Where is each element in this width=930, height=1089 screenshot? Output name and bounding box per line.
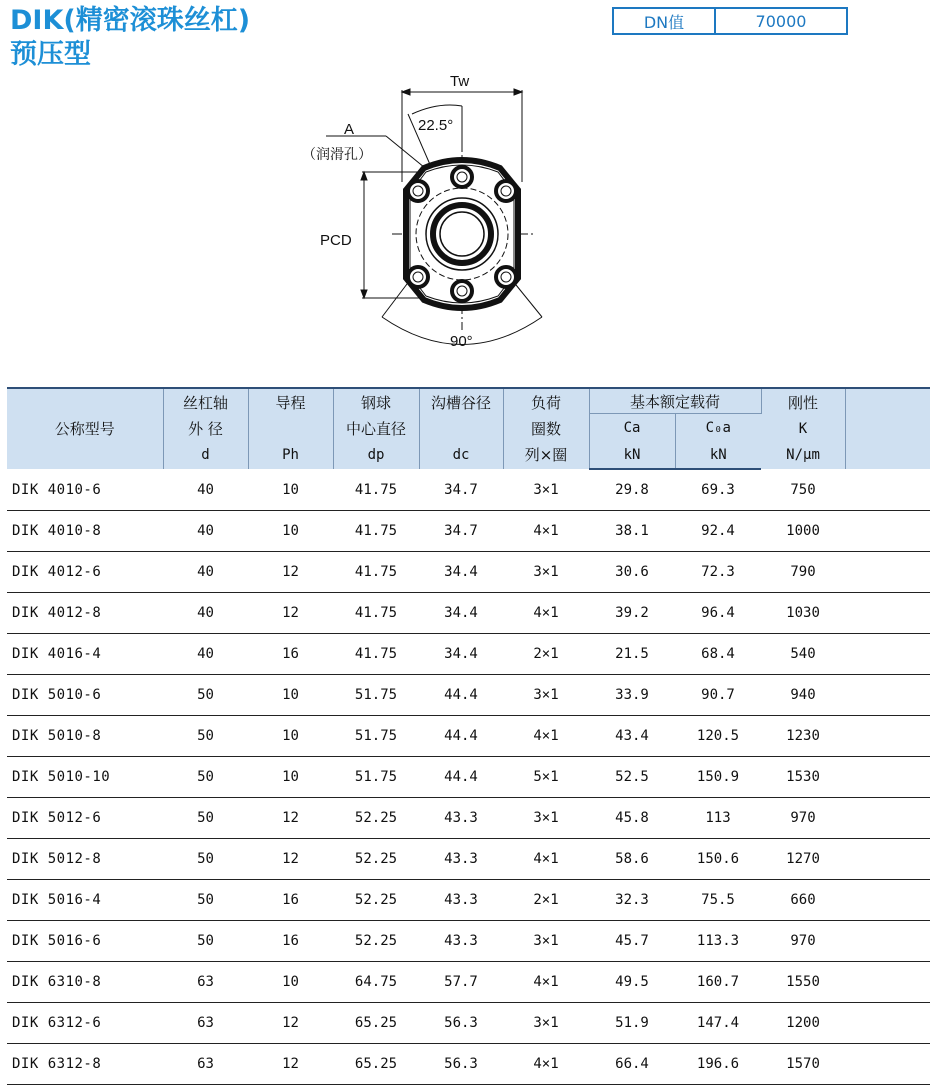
cell-load-turns: 4×1 xyxy=(503,716,589,757)
cell-shaft-diameter: 50 xyxy=(163,716,248,757)
cell-lead: 16 xyxy=(248,880,333,921)
cell-rigidity: 1570 xyxy=(761,1044,845,1085)
cell-shaft-diameter: 63 xyxy=(163,962,248,1003)
cell-ball-center-diameter: 64.75 xyxy=(333,962,419,1003)
cell-rigidity: 940 xyxy=(761,675,845,716)
table-row xyxy=(7,880,930,921)
cell-shaft-diameter: 50 xyxy=(163,880,248,921)
cell-groove-root-diameter: 43.3 xyxy=(419,839,503,880)
table-row xyxy=(7,798,930,839)
cell-shaft-diameter: 50 xyxy=(163,675,248,716)
cell-model: DIK 4010-6 xyxy=(7,469,163,511)
cell-blank xyxy=(845,552,930,593)
cell-ball-center-diameter: 52.25 xyxy=(333,798,419,839)
cell-model: DIK 6310-8 xyxy=(7,962,163,1003)
cell-shaft-diameter: 40 xyxy=(163,511,248,552)
cell-load-turns: 3×1 xyxy=(503,1003,589,1044)
cell-ca: 45.7 xyxy=(589,921,675,962)
cell-ball-center-diameter: 41.75 xyxy=(333,511,419,552)
cell-groove-root-diameter: 34.4 xyxy=(419,552,503,593)
cell-load-turns: 4×1 xyxy=(503,839,589,880)
page-title xyxy=(10,4,250,72)
cell-ca: 21.5 xyxy=(589,634,675,675)
cell-rigidity: 790 xyxy=(761,552,845,593)
cell-load-turns: 5×1 xyxy=(503,757,589,798)
cell-model: DIK 5012-8 xyxy=(7,839,163,880)
cell-c0a: 75.5 xyxy=(675,880,761,921)
table-row xyxy=(7,716,930,757)
a-note-label: （润滑孔） xyxy=(302,146,372,162)
dn-value-box xyxy=(612,7,848,35)
cell-blank xyxy=(845,469,930,511)
cell-blank xyxy=(845,921,930,962)
cell-shaft-diameter: 40 xyxy=(163,593,248,634)
cell-c0a: 92.4 xyxy=(675,511,761,552)
title-line-1: DIK(精密滚珠丝杠) xyxy=(10,5,251,36)
cell-lead: 12 xyxy=(248,1044,333,1085)
cell-rigidity: 1200 xyxy=(761,1003,845,1044)
table-row xyxy=(7,962,930,1003)
cell-ball-center-diameter: 41.75 xyxy=(333,469,419,511)
cell-c0a: 69.3 xyxy=(675,469,761,511)
dn-label: DN值 xyxy=(614,9,716,33)
cell-c0a: 72.3 xyxy=(675,552,761,593)
table-row xyxy=(7,469,930,511)
cell-ball-center-diameter: 51.75 xyxy=(333,675,419,716)
cell-ca: 43.4 xyxy=(589,716,675,757)
header-shaft-diameter: 丝杠轴 外 径 d xyxy=(163,388,248,469)
cell-lead: 12 xyxy=(248,839,333,880)
cell-groove-root-diameter: 56.3 xyxy=(419,1044,503,1085)
cell-load-turns: 3×1 xyxy=(503,921,589,962)
angle-top-label: 22.5° xyxy=(418,117,454,134)
table-row xyxy=(7,1003,930,1044)
cell-blank xyxy=(845,798,930,839)
cell-model: DIK 4016-4 xyxy=(7,634,163,675)
cell-ca: 38.1 xyxy=(589,511,675,552)
cell-load-turns: 3×1 xyxy=(503,675,589,716)
cell-groove-root-diameter: 34.4 xyxy=(419,593,503,634)
cell-groove-root-diameter: 44.4 xyxy=(419,675,503,716)
cell-groove-root-diameter: 56.3 xyxy=(419,1003,503,1044)
header-groove-root-diameter: 沟槽谷径 dc xyxy=(419,388,503,469)
ball-screw-nut-drawing xyxy=(300,62,560,354)
cell-ca: 45.8 xyxy=(589,798,675,839)
table-row xyxy=(7,634,930,675)
cell-groove-root-diameter: 44.4 xyxy=(419,757,503,798)
cell-c0a: 96.4 xyxy=(675,593,761,634)
title-line-2: 预压型 xyxy=(10,39,91,70)
table-body xyxy=(7,469,930,1085)
cell-model: DIK 5010-8 xyxy=(7,716,163,757)
cell-blank xyxy=(845,962,930,1003)
table-row xyxy=(7,1044,930,1085)
cell-c0a: 120.5 xyxy=(675,716,761,757)
spec-table xyxy=(7,387,930,1085)
cell-shaft-diameter: 50 xyxy=(163,757,248,798)
cell-rigidity: 1530 xyxy=(761,757,845,798)
cell-lead: 10 xyxy=(248,716,333,757)
table-header xyxy=(7,388,930,469)
cell-rigidity: 1000 xyxy=(761,511,845,552)
cell-ca: 32.3 xyxy=(589,880,675,921)
cell-shaft-diameter: 40 xyxy=(163,634,248,675)
cell-load-turns: 2×1 xyxy=(503,634,589,675)
cell-groove-root-diameter: 34.4 xyxy=(419,634,503,675)
angle-bottom-label: 90° xyxy=(450,333,473,350)
cell-model: DIK 6312-8 xyxy=(7,1044,163,1085)
cell-c0a: 147.4 xyxy=(675,1003,761,1044)
cell-ball-center-diameter: 51.75 xyxy=(333,716,419,757)
cell-blank xyxy=(845,511,930,552)
table-row xyxy=(7,552,930,593)
header-ball-center-diameter: 钢球 中心直径 dp xyxy=(333,388,419,469)
cell-lead: 12 xyxy=(248,798,333,839)
cell-blank xyxy=(845,839,930,880)
cell-ball-center-diameter: 41.75 xyxy=(333,634,419,675)
cell-rigidity: 970 xyxy=(761,798,845,839)
cell-load-turns: 2×1 xyxy=(503,880,589,921)
table-row xyxy=(7,921,930,962)
cell-groove-root-diameter: 34.7 xyxy=(419,511,503,552)
table-row xyxy=(7,593,930,634)
cell-rigidity: 660 xyxy=(761,880,845,921)
cell-ca: 30.6 xyxy=(589,552,675,593)
cell-ball-center-diameter: 41.75 xyxy=(333,552,419,593)
table-row xyxy=(7,839,930,880)
cell-load-turns: 3×1 xyxy=(503,469,589,511)
cell-ball-center-diameter: 51.75 xyxy=(333,757,419,798)
header-load-turns: 负荷 圈数 列×圈 xyxy=(503,388,589,469)
cell-model: DIK 4012-8 xyxy=(7,593,163,634)
cell-rigidity: 750 xyxy=(761,469,845,511)
table-row xyxy=(7,757,930,798)
cell-groove-root-diameter: 57.7 xyxy=(419,962,503,1003)
cell-blank xyxy=(845,1003,930,1044)
cell-model: DIK 5012-6 xyxy=(7,798,163,839)
cell-blank xyxy=(845,716,930,757)
cell-c0a: 150.6 xyxy=(675,839,761,880)
cell-ca: 29.8 xyxy=(589,469,675,511)
cell-groove-root-diameter: 34.7 xyxy=(419,469,503,511)
cell-load-turns: 4×1 xyxy=(503,593,589,634)
cell-load-turns: 4×1 xyxy=(503,962,589,1003)
cell-ca: 66.4 xyxy=(589,1044,675,1085)
header-model: 公称型号 xyxy=(7,388,163,469)
header-rigidity: 刚性 K N/μm xyxy=(761,388,845,469)
cell-shaft-diameter: 50 xyxy=(163,921,248,962)
cell-model: DIK 5016-4 xyxy=(7,880,163,921)
cell-ball-center-diameter: 52.25 xyxy=(333,839,419,880)
cell-shaft-diameter: 63 xyxy=(163,1003,248,1044)
cell-lead: 10 xyxy=(248,511,333,552)
cell-blank xyxy=(845,880,930,921)
cell-rigidity: 1550 xyxy=(761,962,845,1003)
cell-model: DIK 6312-6 xyxy=(7,1003,163,1044)
cell-lead: 16 xyxy=(248,634,333,675)
cell-ca: 51.9 xyxy=(589,1003,675,1044)
cell-lead: 12 xyxy=(248,1003,333,1044)
header-lead: 导程 Ph xyxy=(248,388,333,469)
header-ca: Ca kN xyxy=(589,414,675,470)
cell-ca: 39.2 xyxy=(589,593,675,634)
cell-ca: 52.5 xyxy=(589,757,675,798)
header-c0a: C₀a kN xyxy=(675,414,761,470)
cell-load-turns: 4×1 xyxy=(503,511,589,552)
cell-lead: 12 xyxy=(248,593,333,634)
cell-lead: 16 xyxy=(248,921,333,962)
cell-rigidity: 1230 xyxy=(761,716,845,757)
cell-rigidity: 1030 xyxy=(761,593,845,634)
cell-lead: 10 xyxy=(248,469,333,511)
cell-model: DIK 5010-10 xyxy=(7,757,163,798)
pcd-label: PCD xyxy=(320,232,352,249)
cell-c0a: 196.6 xyxy=(675,1044,761,1085)
cell-c0a: 160.7 xyxy=(675,962,761,1003)
cell-shaft-diameter: 40 xyxy=(163,469,248,511)
cell-lead: 10 xyxy=(248,675,333,716)
cell-shaft-diameter: 63 xyxy=(163,1044,248,1085)
header-basic-rated-load: 基本额定载荷 xyxy=(589,388,761,414)
cell-ball-center-diameter: 52.25 xyxy=(333,921,419,962)
dn-value: 70000 xyxy=(755,11,807,31)
cell-shaft-diameter: 50 xyxy=(163,839,248,880)
cell-ball-center-diameter: 65.25 xyxy=(333,1044,419,1085)
cell-groove-root-diameter: 43.3 xyxy=(419,880,503,921)
cell-ca: 49.5 xyxy=(589,962,675,1003)
cell-groove-root-diameter: 43.3 xyxy=(419,921,503,962)
cell-shaft-diameter: 40 xyxy=(163,552,248,593)
cell-ball-center-diameter: 52.25 xyxy=(333,880,419,921)
cell-c0a: 90.7 xyxy=(675,675,761,716)
cell-model: DIK 5010-6 xyxy=(7,675,163,716)
cell-lead: 10 xyxy=(248,757,333,798)
cell-model: DIK 4010-8 xyxy=(7,511,163,552)
cell-c0a: 113.3 xyxy=(675,921,761,962)
header-blank xyxy=(845,388,930,469)
cell-blank xyxy=(845,593,930,634)
cell-rigidity: 970 xyxy=(761,921,845,962)
tw-label: Tw xyxy=(450,73,470,90)
cell-ca: 58.6 xyxy=(589,839,675,880)
cell-rigidity: 540 xyxy=(761,634,845,675)
table-row xyxy=(7,511,930,552)
cell-blank xyxy=(845,1044,930,1085)
cell-c0a: 150.9 xyxy=(675,757,761,798)
cell-ca: 33.9 xyxy=(589,675,675,716)
cell-c0a: 113 xyxy=(675,798,761,839)
cell-shaft-diameter: 50 xyxy=(163,798,248,839)
cell-model: DIK 5016-6 xyxy=(7,921,163,962)
cell-lead: 12 xyxy=(248,552,333,593)
cell-groove-root-diameter: 43.3 xyxy=(419,798,503,839)
cell-c0a: 68.4 xyxy=(675,634,761,675)
cell-ball-center-diameter: 65.25 xyxy=(333,1003,419,1044)
cell-load-turns: 3×1 xyxy=(503,798,589,839)
cell-rigidity: 1270 xyxy=(761,839,845,880)
a-label: A xyxy=(344,121,355,138)
cell-blank xyxy=(845,675,930,716)
cell-blank xyxy=(845,634,930,675)
cell-model: DIK 4012-6 xyxy=(7,552,163,593)
cell-load-turns: 4×1 xyxy=(503,1044,589,1085)
cell-groove-root-diameter: 44.4 xyxy=(419,716,503,757)
table-row xyxy=(7,675,930,716)
cell-load-turns: 3×1 xyxy=(503,552,589,593)
cell-ball-center-diameter: 41.75 xyxy=(333,593,419,634)
cell-blank xyxy=(845,757,930,798)
cell-lead: 10 xyxy=(248,962,333,1003)
